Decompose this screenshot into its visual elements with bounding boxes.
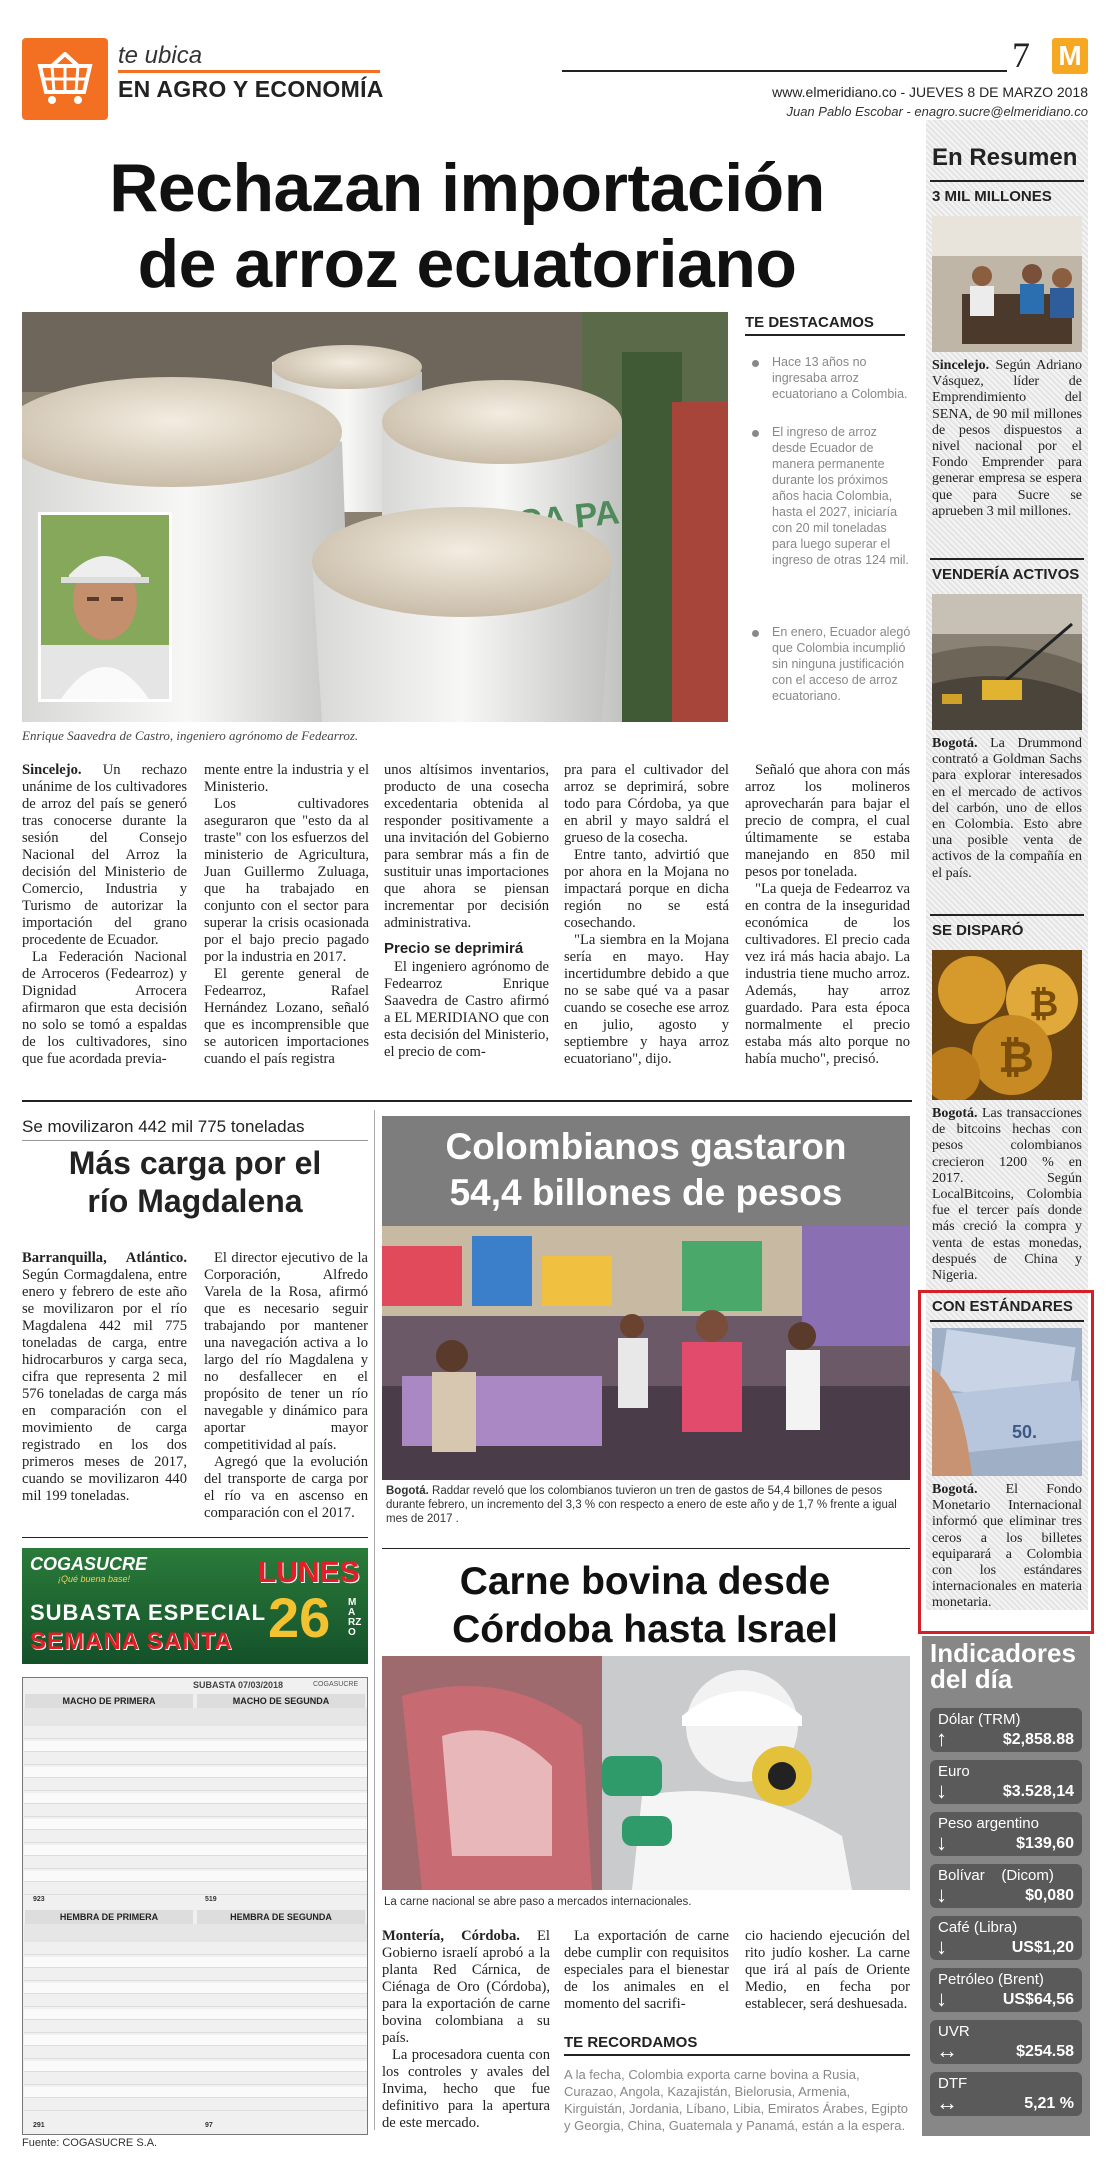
headline-line-1: Rechazan importación xyxy=(109,150,825,226)
indicator-value: $2,858.88 xyxy=(1002,1731,1074,1748)
table-row xyxy=(24,2048,367,2059)
sidebar-rule xyxy=(930,558,1084,560)
paragraph: La procesadora cuenta con los controles y avales del Invima, hecho que fue definitivo para la apertura de este mercado. xyxy=(382,2047,550,2131)
subasta-table xyxy=(22,1677,368,2135)
paragraph: Entre tanto, advirtió que por ahora en la Mojana no impactará porque en dicha región no se está cosechando. xyxy=(564,847,729,931)
banknotes-photo xyxy=(932,1328,1082,1476)
ad-daynum: 26 xyxy=(268,1586,331,1649)
headline-line-2: de arroz ecuatoriano xyxy=(137,226,797,302)
bullet-icon xyxy=(752,630,759,637)
table-column-header xyxy=(24,1708,367,1726)
paragraph: El gerente general de Fedearroz, Rafael Hernández Lozano, señaló que es incomprensible que se autoricen importaciones cuando el país registra xyxy=(204,966,369,1067)
carne-photo xyxy=(382,1656,910,1890)
arrow-down-icon: ↓ xyxy=(936,1778,947,1803)
dateline-lead: Barranquilla, Atlántico. xyxy=(22,1250,187,1266)
sidebar-heading: 3 MIL MILLONES xyxy=(932,188,1052,205)
table-row xyxy=(24,1957,367,1968)
carga-column-1 xyxy=(22,1250,187,1505)
dateline-lead: Bogotá. xyxy=(386,1485,429,1497)
sidebar-title: En Resumen xyxy=(932,144,1078,171)
dateline: www.elmeridiano.co - JUEVES 8 DE MARZO 2018 xyxy=(772,84,1088,100)
headline-line-2: Córdoba hasta Israel xyxy=(452,1608,838,1651)
section-logo xyxy=(22,38,108,120)
table-row xyxy=(24,2087,367,2098)
indicator-name: Café (Libra) xyxy=(938,1919,1018,1936)
sidebar-heading: CON ESTÁNDARES xyxy=(932,1298,1073,1315)
lead-column-3 xyxy=(384,762,549,1061)
recordamos-text: A la fecha, Colombia exporta carne bovina a Rusia, Curazao, Angola, Kazajistán, Bielorusia, Armenia, Kirguistán, Jordania, Líbano, Libia, Emiratos Árabes, Egipto y Georgia, China, Guatemala y Panamá, están a la espera. xyxy=(564,2067,908,2133)
group-header: HEMBRA DE SEGUNDA xyxy=(197,1910,365,1924)
section-divider xyxy=(382,1548,910,1549)
lead-column-1 xyxy=(22,762,187,1068)
dateline-lead: Bogotá. xyxy=(932,1106,978,1121)
carne-headline xyxy=(380,1558,910,1654)
paragraph: Señaló que ahora con más arroz los molineros aprovecharán para bajar el precio de compra, el cual últimamente se estaba manejando en 850 mil pesos por tonelada. xyxy=(745,762,910,880)
paragraph: cio haciendo ejecución del rito judío kosher. La carne que irá al país de Oriente Medio, en fecha por establecer, será deshuesada. xyxy=(745,1928,910,2012)
paragraph: La Drummond contrató a Goldman Sachs para explorar interesados en el mercado de activos del carbón, uno de ellos en Colombia. Esto abre una posible venta de activos de la compañía en el país. xyxy=(932,736,1082,881)
table-row xyxy=(24,1944,367,1955)
ad-day: LUNES xyxy=(258,1556,360,1589)
table-total: 519 xyxy=(205,1896,217,1903)
indicator-uvr xyxy=(930,2020,1082,2064)
gastaron-caption xyxy=(386,1484,908,1526)
meeting-photo xyxy=(932,216,1082,352)
table-row xyxy=(24,1767,367,1778)
svg-text:50.: 50. xyxy=(1012,1422,1038,1442)
header-rule xyxy=(562,70,1007,72)
sidebar-rule xyxy=(930,180,1084,182)
arrow-up-icon: ↑ xyxy=(936,1726,947,1751)
recordamos-title: TE RECORDAMOS xyxy=(564,2034,698,2051)
group-header: MACHO DE PRIMERA xyxy=(25,1694,193,1708)
paragraph: El Fondo Monetario Internacional informó que eliminar tres ceros a los billetes equiparará a Colombia con los estándares internacionales en materia monetaria. xyxy=(932,1482,1082,1611)
dateline-lead: Bogotá. xyxy=(932,1482,978,1497)
table-row xyxy=(24,1996,367,2007)
indicator-name: Bolívar (Dicom) xyxy=(938,1867,1054,1884)
sidebar-text xyxy=(932,736,1082,882)
svg-text:MARCA PA: PA xyxy=(572,493,622,536)
destacamos-rule xyxy=(745,334,905,336)
market-photo xyxy=(382,1226,910,1480)
table-row xyxy=(24,1819,367,1830)
indicator-name: Petróleo (Brent) xyxy=(938,1971,1044,1988)
indicators-title-line: Indicadores xyxy=(930,1638,1076,1668)
group-header: MACHO DE SEGUNDA xyxy=(197,1694,365,1708)
carne-photo-caption: La carne nacional se abre paso a mercados internacionales. xyxy=(384,1896,692,1908)
indicator-value: $0,080 xyxy=(1025,1887,1074,1904)
headline-line-1: Más carga por el xyxy=(68,1145,322,1181)
recordamos-rule xyxy=(564,2054,910,2056)
lead-column-2 xyxy=(204,762,369,1068)
table-block-hembra xyxy=(23,1924,367,2120)
arrow-both-icon: ↔ xyxy=(936,2090,958,2115)
paragraph: Según Cormagdalena, entre enero y febrero de este año se movilizaron por el río Magdalena 442 mil 775 toneladas de carga, entre hidrocarburos y carga seca, cifra que representa 2 mil 576 toneladas de carga más en comparación con el movimiento de carga registrado en los dos primeros meses de 2017, cuando se movilizaron 440 mil 199 toneladas. xyxy=(22,1267,187,1504)
brand-logo: M xyxy=(1052,38,1088,74)
table-total: 923 xyxy=(33,1896,45,1903)
table-row xyxy=(24,2100,367,2111)
paragraph: La Federación Nacional de Arroceros (Fedearroz) y Dignidad Arrocera afirmaron que esta decisión no solo se tomó a espaldas de los cultivadores, sino que fue acordada previa- xyxy=(22,949,187,1067)
table-row xyxy=(24,1970,367,1981)
destacamos-item: El ingreso de arroz desde Ecuador de manera permanente durante los próximos años hacia Colombia, hasta el 2027, iniciaría con 20 mil toneladas para luego superar el ingreso de otras 124 mil. xyxy=(772,425,909,567)
table-row xyxy=(24,1858,367,1869)
subhead: Precio se deprimirá xyxy=(384,940,524,957)
table-row xyxy=(24,1884,367,1895)
gastaron-banner xyxy=(382,1116,910,1226)
gastaron-headline xyxy=(382,1124,910,1216)
section-title: EN AGRO Y ECONOMÍA xyxy=(118,76,384,102)
lead-column-5 xyxy=(745,762,910,1068)
destacamos-item: En enero, Ecuador alegó que Colombia incumplió sin ninguna justificación con el acceso de arroz ecuatoriano. xyxy=(772,625,911,703)
bitcoin-photo xyxy=(932,950,1082,1100)
sidebar-text xyxy=(932,1482,1082,1612)
table-row xyxy=(24,1728,367,1739)
paragraph: unos altísimos inventarios, producto de una cosecha excedentaria obtenida al responder positivamente a una invitación del Gobierno para sembrar más a fin de sustituir unas importaciones que ahora se piensan incrementar por decisión administrativa. xyxy=(384,762,549,931)
indicator-petroleo xyxy=(930,1968,1082,2012)
carga-column-2 xyxy=(204,1250,368,1522)
dateline-lead: Sincelejo. xyxy=(932,358,990,373)
table-title: SUBASTA 07/03/2018 xyxy=(193,1680,284,1690)
table-row xyxy=(24,2061,367,2072)
paragraph: "La siembra en la Mojana sería en mayo. Hay incertidumbre debido a que no se sabe qué va a pasar cuando se coseche ese arroz en julio, agosto y septiembre y haya arroz ecuatoriano", dijo. xyxy=(564,932,729,1067)
table-row xyxy=(24,1741,367,1752)
arrow-both-icon: ↔ xyxy=(936,2038,958,2063)
section-divider xyxy=(22,1100,912,1102)
sidebar-rule xyxy=(930,1320,1084,1322)
page-number: 7 xyxy=(1012,35,1030,75)
table-row xyxy=(24,1845,367,1856)
table-brand: COGASUCRE xyxy=(313,1681,359,1688)
sidebar-heading: SE DISPARÓ xyxy=(932,922,1024,939)
indicator-euro xyxy=(930,1760,1082,1804)
table-row xyxy=(24,1780,367,1791)
headline-line-2: 54,4 billones de pesos xyxy=(449,1172,843,1213)
paragraph: El ingeniero agrónomo de Fedearroz Enrique Saavedra de Castro afirmó a EL MERIDIANO que con esta decisión del Ministerio, el precio de com- xyxy=(384,959,549,1060)
table-row xyxy=(24,1806,367,1817)
svg-text:₿: ₿ xyxy=(998,1033,1034,1082)
table-column-header xyxy=(24,1924,367,1942)
paragraph: Según Adriano Vásquez, líder de Emprendimiento del SENA, de 90 mil millones de pesos dispuestos a nivel nacional por el Fondo Emprender para generar empresa se espera que para Sucre se aprueben 3 mil millones. xyxy=(932,358,1082,519)
section-divider xyxy=(22,1537,368,1538)
destacamos-title: TE DESTACAMOS xyxy=(745,314,874,331)
headline-line-2: río Magdalena xyxy=(87,1183,303,1219)
indicator-name: Dólar (TRM) xyxy=(938,1711,1021,1728)
indicator-dtf xyxy=(930,2072,1082,2116)
sidebar-text xyxy=(932,358,1082,520)
table-row xyxy=(24,1754,367,1765)
paragraph: Las transacciones de bitcoins hechas con pesos colombianos crecieron 1200 % en 2017. Según LocalBitcoins, Colombia fue el tercer país donde más creció la compra y venta de estas monedas, después de China y Nigeria. xyxy=(932,1106,1082,1284)
indicator-dolar xyxy=(930,1708,1082,1752)
indicators-title xyxy=(930,1640,1076,1692)
indicator-bolivar xyxy=(930,1864,1082,1908)
bullet-icon xyxy=(752,430,759,437)
ad-month: MARZO xyxy=(348,1597,362,1638)
arrow-down-icon: ↓ xyxy=(936,1830,947,1855)
indicator-name: Peso argentino xyxy=(938,1815,1039,1832)
paragraph: Los cultivadores aseguraron que "esto da al traste" con los esfuerzos del ministerio de Agricultura, Juan Guillermo Zuluaga, que ha trabajado en conjunto con el sector para superar la crisis ocasionada por el bajo precio pagado por la industria en 2017. xyxy=(204,796,369,965)
indicator-name: DTF xyxy=(938,2075,968,2092)
paragraph: "La queja de Fedearroz va en contra de la inseguridad económica de los cultivadores. El precio cada vez irá más hacia abajo. La industria tiene mucho arroz. Además, hay arroz guardado. Para esta época normalmente el precio estaba más alto porque no había mucho", precisó. xyxy=(745,881,910,1067)
indicator-value: US$64,56 xyxy=(1002,1991,1074,2008)
indicator-peso-argentino xyxy=(930,1812,1082,1856)
carne-column-2 xyxy=(564,1928,729,2013)
indicator-name: Euro xyxy=(938,1763,970,1780)
author-line: Juan Pablo Escobar - enagro.sucre@elmeridiano.co xyxy=(786,104,1088,119)
headline-line-1: Carne bovina desde xyxy=(459,1560,831,1603)
portrait-photo xyxy=(38,512,172,702)
arrow-down-icon: ↓ xyxy=(936,1882,947,1907)
indicator-value: $254.58 xyxy=(1016,2043,1074,2060)
table-source: Fuente: COGASUCRE S.A. xyxy=(22,2137,158,2149)
sidebar-heading: VENDERÍA ACTIVOS xyxy=(932,566,1080,583)
svg-text:₿: ₿ xyxy=(1029,983,1059,1024)
subasta-ad xyxy=(22,1548,368,1664)
paragraph: El Gobierno israelí aprobó a la planta Red Cárnica, de Ciénaga de Oro (Córdoba), para la exportación de carne bovina colombiana a su país. xyxy=(382,1928,550,2046)
table-total: 97 xyxy=(205,2122,213,2129)
table-row xyxy=(24,1983,367,1994)
lead-column-4 xyxy=(564,762,729,1068)
ad-line-1: SUBASTA ESPECIAL xyxy=(30,1600,267,1625)
headline-line-1: Colombianos gastaron xyxy=(445,1126,847,1167)
arrow-down-icon: ↓ xyxy=(936,1986,947,2011)
paragraph: mente entre la industria y el Ministerio. xyxy=(204,762,369,795)
cogasucre-logo: COGASUCRE xyxy=(30,1554,148,1574)
ad-line-2: SEMANA SANTA xyxy=(30,1628,233,1655)
table-block-macho xyxy=(23,1708,367,1898)
table-row xyxy=(24,2035,367,2046)
carga-kicker: Se movilizaron 442 mil 775 toneladas xyxy=(22,1117,305,1136)
table-row xyxy=(24,2074,367,2085)
column-divider xyxy=(374,1110,375,2130)
table-row xyxy=(24,2022,367,2033)
indicator-value: 5,21 % xyxy=(1024,2095,1074,2112)
arrow-down-icon: ↓ xyxy=(936,1934,947,1959)
indicator-value: $139,60 xyxy=(1016,1835,1074,1852)
lead-photo-caption: Enrique Saavedra de Castro, ingeniero agrónomo de Fedearroz. xyxy=(22,728,359,743)
paragraph: pra para el cultivador del arroz se deprimirá, sobre todo para Córdoba, ya que en abril y mayo saldrá el grueso de la cosecha. xyxy=(564,762,729,846)
section-kicker: te ubica xyxy=(118,42,203,69)
carne-column-3 xyxy=(745,1928,910,2013)
sidebar-rule xyxy=(930,914,1084,916)
indicator-value: US$1,20 xyxy=(1011,1939,1074,1956)
shopping-basket-icon xyxy=(32,52,98,106)
indicators-title-line: del día xyxy=(930,1664,1013,1694)
paragraph: La exportación de carne debe cumplir con requisitos especiales para el bienestar de los animales en el momento del sacrifi- xyxy=(564,1928,729,2012)
mining-photo xyxy=(932,594,1082,730)
paragraph: Agregó que la evolución del transporte de carga por el río va en ascenso en comparación con el 2017. xyxy=(204,1454,368,1521)
cogasucre-tagline: ¡Qué buena base! xyxy=(58,1574,131,1584)
dateline-lead: Montería, Córdoba. xyxy=(382,1928,520,1944)
dateline-lead: Bogotá. xyxy=(932,736,978,751)
indicator-name: UVR xyxy=(938,2023,970,2040)
destacamos-item: Hace 13 años no ingresaba arroz ecuatoriano a Colombia. xyxy=(772,355,908,401)
dateline-lead: Sincelejo. xyxy=(22,762,82,778)
table-row xyxy=(24,2009,367,2020)
carne-column-1 xyxy=(382,1928,550,2132)
carga-headline xyxy=(22,1144,368,1220)
table-row xyxy=(24,1871,367,1882)
caption-text: Raddar reveló que los colombianos tuvieron un tren de gastos de 54,4 billones de pesos durante febrero, un incremento del 3,3 % con respecto a enero de este año y de 1,7 % frente a igual mes de 2017 . xyxy=(386,1485,897,1525)
bullet-icon xyxy=(752,360,759,367)
table-total: 291 xyxy=(33,2122,45,2129)
section-rule xyxy=(118,70,380,73)
lead-headline xyxy=(22,150,912,302)
sidebar-text xyxy=(932,1106,1082,1284)
paragraph: Un rechazo unánime de los cultivadores de arroz del país se generó tras conocerse durante la sesión del Consejo Nacional del Arroz la decisión del Ministerio de Comercio, Industria y Turismo de autorizar la importación del grano procedente de Ecuador. xyxy=(22,762,187,948)
table-row xyxy=(24,1832,367,1843)
indicator-cafe xyxy=(930,1916,1082,1960)
kicker-rule xyxy=(22,1140,368,1141)
paragraph: El director ejecutivo de la Corporación, Alfredo Varela de la Rosa, afirmó que es necesario seguir trabajando por mantener una navegación activa a lo largo del río Magdalena y no desfallecer en el propósito de tener un río navegable y dinámico para aportar mayor competitividad al país. xyxy=(204,1250,368,1453)
table-row xyxy=(24,1793,367,1804)
group-header: HEMBRA DE PRIMERA xyxy=(25,1910,193,1924)
indicator-value: $3.528,14 xyxy=(1002,1783,1074,1800)
